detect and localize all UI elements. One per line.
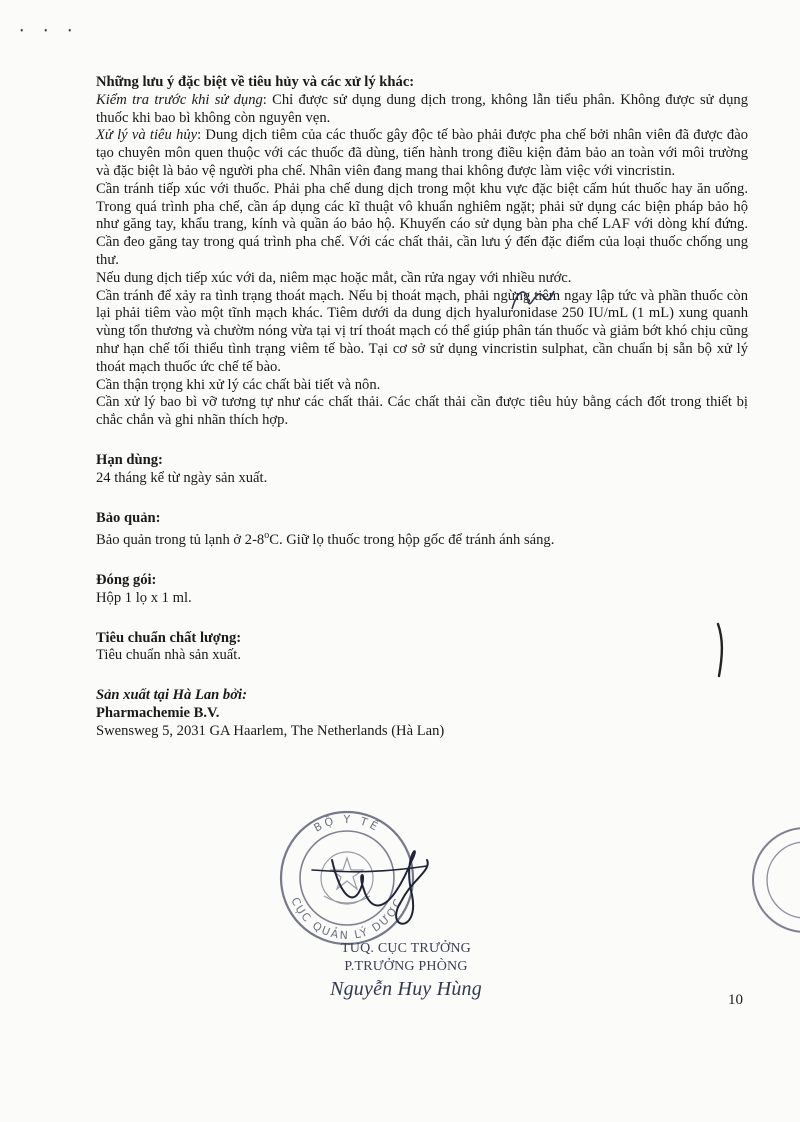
disposal-handling-paragraph	[96, 127, 748, 180]
official-stamp-icon	[262, 800, 432, 950]
packaging-text: Hộp 1 lọ x 1 ml.	[96, 589, 192, 606]
storage-text-before: Bảo quản trong tủ lạnh ở 2-8	[96, 532, 265, 549]
handling-label: Xử lý và tiêu hủy	[96, 127, 198, 144]
manufacturer-heading: Sản xuất tại Hà Lan bởi:	[96, 687, 247, 704]
broken-packaging-paragraph: Cần xử lý bao bì vỡ tương tự như các chất thải. Các chất thải cần được tiêu hủy bằng cách đốt trong thiết bị chắc chắn và ghi nhãn thích hợp.	[96, 394, 748, 429]
signer-name: Nguyễn Huy Hùng	[330, 978, 482, 1000]
storage-text-after: C. Giữ lọ thuốc trong hộp gốc để tránh ánh sáng.	[269, 532, 555, 549]
quality-text: Tiêu chuẩn nhà sản xuất.	[96, 647, 241, 664]
quality-heading: Tiêu chuẩn chất lượng:	[96, 629, 242, 646]
signature-block	[316, 940, 496, 1002]
storage-heading: Bảo quản:	[96, 509, 161, 526]
handling-text: : Dung dịch tiêm của các thuốc gây độc tế bào phải được pha chế bởi nhân viên đã được đào tạo chuyên môn quen thuộc với các thuốc đã dùng, tiến hành trong điều kiện đảm bảo an toàn với môi trường và đặc biệt là bảo vệ người pha chế. Nhân viên đang mang thai không được làm việc với vincristin.	[96, 127, 748, 179]
excreta-paragraph: Cần thận trọng khi xử lý các chất bài tiết và nôn.	[96, 376, 381, 393]
contact-paragraph: Cần tránh tiếp xúc với thuốc. Phải pha chế dung dịch trong một khu vực đặc biệt cấm hút thuốc hay ăn uống. Trong quá trình pha chế, cần áp dụng các kĩ thuật vô khuẩn nghiêm ngặt; phải sử dụng các biện pháp bảo hộ như găng tay, khẩu trang, kính và quần áo bảo hộ. Khuyến cáo sử dụng bàn pha chế LAF với dòng khí đứng. Cần đeo găng tay trong quá trình pha chế. Với các chất thải, cần lưu ý đến đặc điểm của loại thuốc chống ung thư.	[96, 180, 748, 268]
packaging-heading: Đóng gói:	[96, 571, 157, 588]
extravasation-paragraph: Cần tránh để xảy ra tình trạng thoát mạch. Nếu bị thoát mạch, phải ngừng tiêm ngay lập tức và phần thuốc còn lại phải tiêm vào một tĩnh mạch khác. Tiêm dưới da dung dịch hyaluronidase 250 IU/mL (1 mL) xung quanh vùng tổn thương và chườm nóng vừa tại vị trí thoát mạch có thể giúp phân tán thuốc và giảm bớt khó chịu cũng như hạn chế tối thiểu tình trạng viêm tế bào. Tại cơ sở sử dụng vincristin sulphat, cần chuẩn bị sẵn bộ xử lý thoát mạch thuốc ức chế tế bào.	[96, 287, 748, 375]
check-text: : Chỉ được sử dụng dung dịch trong, không lẫn tiểu phân. Không được sử dụng thuốc khi bao bì không còn nguyên vẹn.	[96, 91, 748, 126]
stamp-top-text: BỘ Y TẾ	[311, 812, 383, 835]
page-number: 10	[728, 992, 743, 1008]
shelf-life-heading: Hạn dùng:	[96, 451, 163, 468]
check-label: Kiểm tra trước khi sử dụng	[96, 91, 263, 108]
scan-artifact: • • •	[20, 26, 81, 37]
partial-stamp-icon	[725, 825, 800, 935]
shelf-life-text: 24 tháng kể từ ngày sản xuất.	[96, 469, 268, 486]
disposal-heading: Những lưu ý đặc biệt về tiêu hủy và các xử lý khác:	[96, 74, 415, 90]
margin-mark-icon	[710, 620, 730, 680]
disposal-check-paragraph	[96, 92, 748, 128]
stamp-bottom-text: CỤC QUẢN LÝ DƯỢC	[288, 895, 406, 943]
skin-contact-paragraph: Nếu dung dịch tiếp xúc với da, niêm mạc hoặc mắt, cần rửa ngay với nhiều nước.	[96, 269, 572, 286]
degree-sign: o	[264, 530, 270, 542]
signature-line-2: P.TRƯỞNG PHÒNG	[344, 959, 468, 974]
signature-line-1: TUQ. CỤC TRƯỞNG	[341, 941, 471, 956]
initials-mark-icon	[508, 285, 558, 313]
manufacturer-name: Pharmachemie B.V.	[96, 704, 220, 721]
storage-text	[96, 527, 748, 550]
manufacturer-address: Swensweg 5, 2031 GA Haarlem, The Netherlands (Hà Lan)	[96, 722, 445, 739]
document-body	[96, 74, 748, 741]
